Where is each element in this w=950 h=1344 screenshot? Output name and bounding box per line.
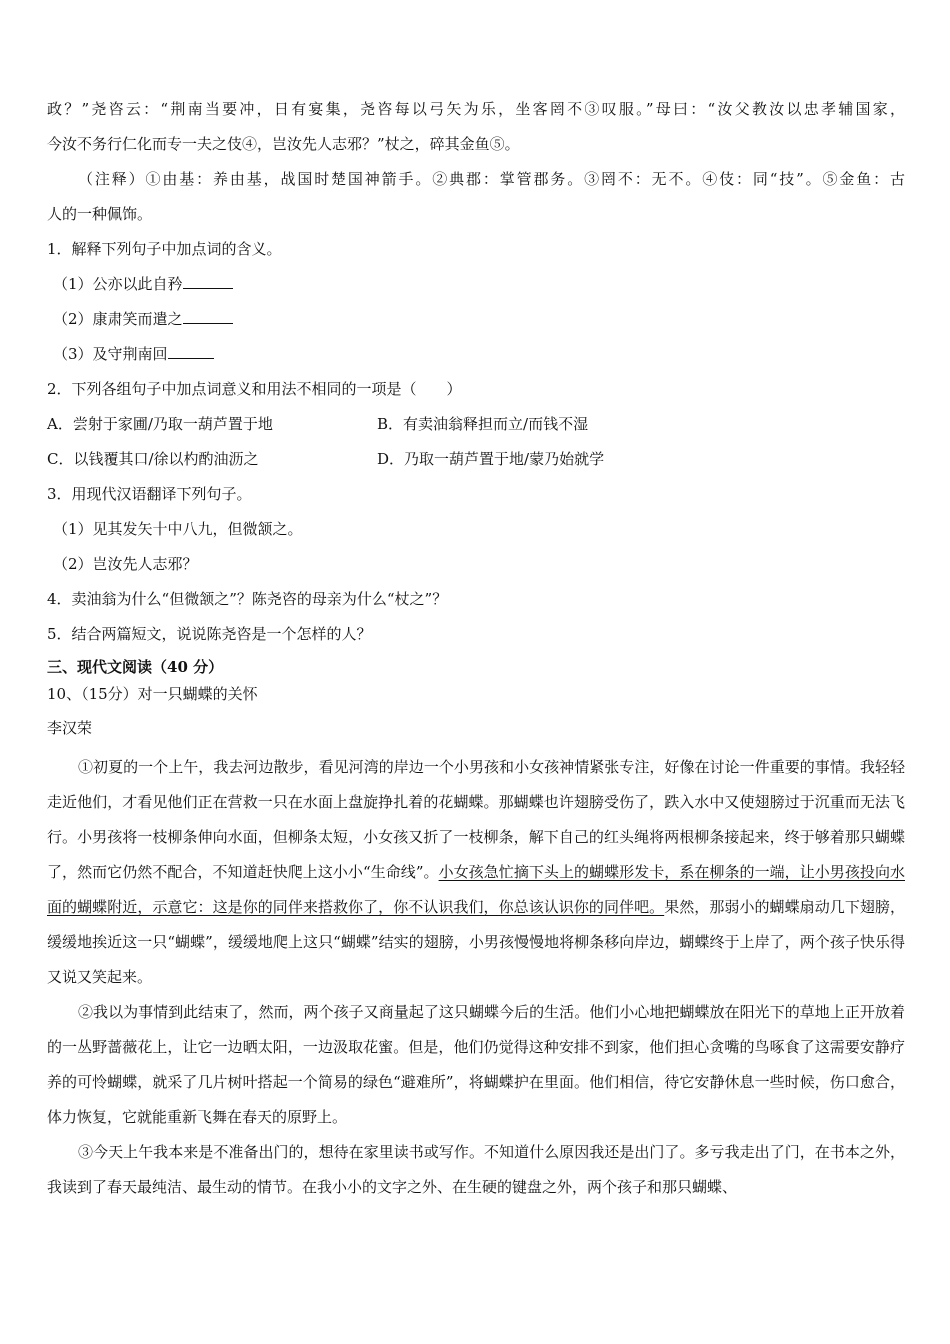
- passage-line: 政？”尧咨云：“荆南当要冲，日有宴集，尧咨每以弓矢为乐，坐客罔不③叹服。”母曰：“汝父教汝以忠孝辅国家，: [47, 100, 905, 118]
- article-paragraph-3: ③今天上午我本来是不准备出门的，想待在家里读书或写作。不知道什么原因我还是出门了。多亏我走出了门，在书本之外，我读到了春天最纯洁、最生动的情节。在我小小的文字之外、在生硬的键盘之外，两个孩子和那只蝴蝶、: [47, 1143, 905, 1196]
- question-1-item: [47, 337, 905, 372]
- question-5: 5．结合两篇短文，说说陈尧咨是一个怎样的人？: [47, 625, 372, 643]
- options-row: [47, 442, 905, 477]
- question-1-stem: 1．解释下列句子中加点词的含义。: [47, 240, 282, 258]
- question-1-item: [47, 302, 905, 337]
- item-text: （2）康肃笑而遣之: [53, 310, 183, 328]
- question-3-item: （1）见其发矢十中八九，但微颔之。: [53, 520, 303, 538]
- article-author: 李汉荣: [47, 719, 93, 737]
- paragraph-text: ①初夏的一个上午，我去河边散步，看见河湾的岸边一个小男孩和小女孩神情紧张专注，好像在讨论一件重要的事情。我轻轻走近他们，才看见他们正在营救一只在水面上盘旋挣扎着的花蝴蝶。那蝴蝶也许翅膀受伤了，跌入水中又使翅膀过于沉重而无法飞行。小男孩将一枝柳条伸向水面，但柳条太短，小女孩又折了一枝柳条，解下自己的红头绳将两根柳条接起来，终于够着那只蝴蝶了，然而它仍然不配合，不知道赶快爬上这小小“生命线”。: [47, 758, 905, 881]
- question-3-item: （2）岂汝先人志邪？: [53, 555, 198, 573]
- question-4: 4．卖油翁为什么“但微颔之”？陈尧咨的母亲为什么“杖之”？: [47, 590, 448, 608]
- option-c[interactable]: C．以钱覆其口/徐以杓酌油沥之: [47, 450, 259, 468]
- section-heading: 三、现代文阅读（40 分）: [47, 658, 224, 676]
- item-text: （3）及守荆南回: [53, 345, 168, 363]
- answer-blank[interactable]: [168, 344, 214, 359]
- exam-page: [47, 92, 905, 1205]
- notes-line: （注释）①由基：养由基，战国时楚国神箭手。②典郡：掌管郡务。③罔不：无不。④伎：同“技”。⑤金鱼：古: [78, 170, 905, 188]
- passage-line: 今汝不务行仁化而专一夫之伎④，岂汝先人志邪？”杖之，碎其金鱼⑤。: [47, 135, 520, 153]
- question-2-stem: 2．下列各组句子中加点词意义和用法不相同的一项是（ ）: [47, 380, 462, 398]
- underlined-sentence: 小女孩急忙摘下头上的蝴蝶形发卡，系在柳条的一端，让小男孩投向水面的蝴蝶附近，示意它：这是你的同伴来搭救你了，你不认识我们，你总该认识你的同伴吧。: [47, 863, 905, 916]
- answer-blank[interactable]: [183, 309, 233, 324]
- option-b[interactable]: B．有卖油翁释担而立/而钱不湿: [377, 415, 589, 433]
- article-paragraph-1: [47, 750, 905, 995]
- article-title: 10、（15分）对一只蝴蝶的关怀: [47, 685, 258, 703]
- options-row: [47, 407, 905, 442]
- answer-blank[interactable]: [183, 274, 233, 289]
- option-a[interactable]: A．尝射于家圃/乃取一葫芦置于地: [47, 415, 273, 433]
- notes-line: 人的一种佩饰。: [47, 205, 153, 223]
- article-paragraph-2: ②我以为事情到此结束了，然而，两个孩子又商量起了这只蝴蝶今后的生活。他们小心地把蝴蝶放在阳光下的草地上正开放着的一丛野蔷薇花上，让它一边晒太阳，一边汲取花蜜。但是，他们仍觉得这种安排不到家，他们担心贪嘴的鸟啄食了这需要安静疗养的可怜蝴蝶，就采了几片树叶搭起一个简易的绿色“避难所”，将蝴蝶护在里面。他们相信，待它安静休息一些时候，伤口愈合，体力恢复，它就能重新飞舞在春天的原野上。: [47, 1003, 905, 1126]
- paragraph-text: 果然，那弱小的蝴蝶扇动几下翅膀，缓缓地挨近这一只“蝴蝶”，缓缓地爬上这只“蝴蝶”结实的翅膀，小男孩慢慢地将柳条移向岸边，蝴蝶终于上岸了，两个孩子快乐得又说又笑起来。: [47, 898, 905, 986]
- item-text: （1）公亦以此自矜: [53, 275, 183, 293]
- question-3-stem: 3．用现代汉语翻译下列句子。: [47, 485, 252, 503]
- question-1-item: [47, 267, 905, 302]
- option-d[interactable]: D．乃取一葫芦置于地/蒙乃始就学: [377, 450, 605, 468]
